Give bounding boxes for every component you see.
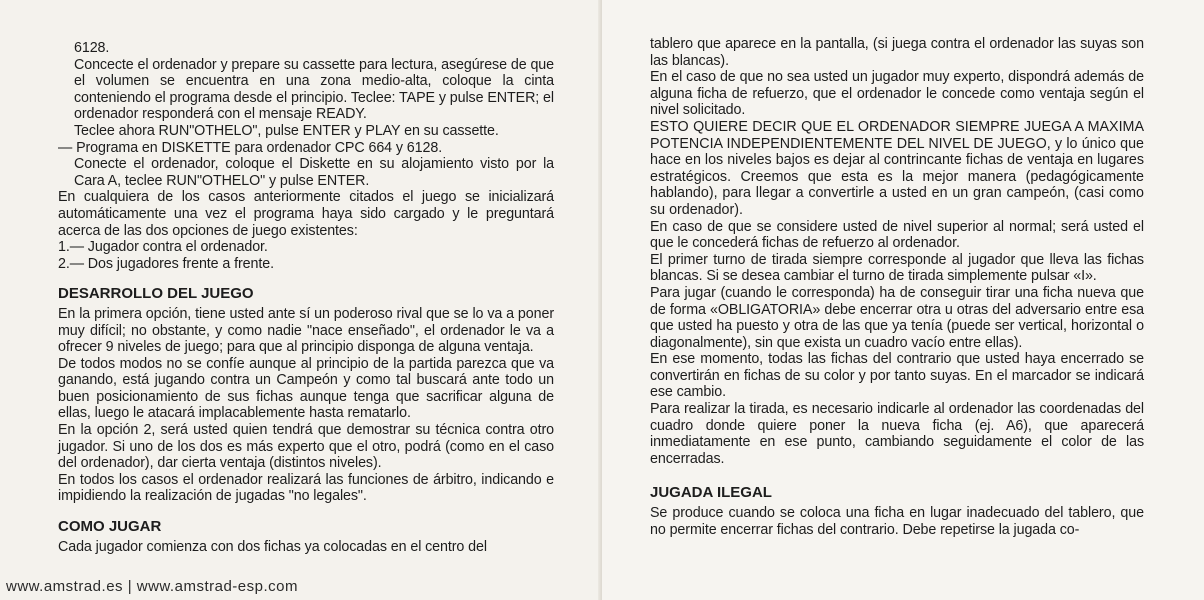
list-item: 2.— Dos jugadores frente a frente. [58, 255, 274, 272]
paragraph: En todos los casos el ordenador realizará las funciones de árbitro, indicando e impidiendo la realización de jugadas "no legales". [58, 471, 554, 505]
right-column [650, 36, 1144, 538]
section-heading-como-jugar: COMO JUGAR [58, 518, 162, 536]
paragraph: — Programa en DISKETTE para ordenador CPC 664 y 6128. [58, 139, 443, 156]
paragraph: Se produce cuando se coloca una ficha en lugar inadecuado del tablero, que no permite encerrar fichas del contrario. Debe repetirse la jugada co- [650, 505, 1144, 538]
paragraph: 6128. [74, 40, 110, 56]
paragraph: Concecte el ordenador y prepare su cassette para lectura, asegúrese de que el volumen se encuentra en una zona medio-alta, coloque la cinta conteniendo el programa desde el principio. Teclee: TAPE y pulse ENTER; el ordenador responderá con el mensaje READY. [74, 56, 554, 123]
section-heading-jugada-ilegal: JUGADA ILEGAL [650, 484, 772, 502]
paragraph: En caso de que se considere usted de nivel superior al normal; será usted el que le concederá fichas de refuerzo al ordenador. [650, 218, 1144, 252]
paragraph: Para jugar (cuando le corresponda) ha de conseguir tirar una ficha nueva que de forma «OBLIGATORIA» debe encerrar otra u otras del adversario entre esa que usted ha puesto y otra de las que ya tenía (puede ser vertical, horizontal o diagonalmente), sin que exista un cuadro vacío entre ellas). [650, 284, 1144, 351]
left-column [58, 40, 554, 555]
section-heading-desarrollo: DESARROLLO DEL JUEGO [58, 285, 254, 303]
paragraph: Conecte el ordenador, coloque el Diskette en su alojamiento visto por la Cara A, teclee RUN"OTHELO" y pulse ENTER. [74, 156, 554, 189]
paragraph: De todos modos no se confíe aunque al principio de la partida parezca que va ganando, está jugando contra un Campeón y como tal buscará ante todo un buen posicionamiento de sus fichas aunque tenga que sacrificar alguna de ellas, luego le atacará implacablemente hasta rematarlo. [58, 355, 554, 422]
paragraph: En ese momento, todas las fichas del contrario que usted haya encerrado se convertirán en fichas de su color y por tanto suyas. En el marcador se indicará ese cambio. [650, 351, 1144, 401]
paragraph: En la opción 2, será usted quien tendrá que demostrar su técnica contra otro jugador. Si uno de los dos es más experto que el otro, podrá (como en el caso del ordenador), dar cierta ventaja (distintos niveles). [58, 422, 554, 472]
paragraph: Para realizar la tirada, es necesario indicarle al ordenador las coordenadas del cuadro donde quiere poner la nueva ficha (ej. A6), que aparecerá inmediatamente en ese punto, cambiando seguidamente el color de las encerradas. [650, 401, 1144, 467]
list-item: 1.— Jugador contra el ordenador. [58, 239, 268, 256]
paragraph: ESTO QUIERE DECIR QUE EL ORDENADOR SIEMPRE JUEGA A MAXIMA POTENCIA INDEPENDIENTEMENTE DEL NIVEL DE JUEGO, y lo único que hace en los niveles bajos es dejar al contrincante fichas de ventaja en lugares estratégicos. Creemos que esta es la mejor manera (pedagógicamente hablando), para llegar a convertirle a usted en un gran campeón, (casi como su ordenador). [650, 118, 1144, 218]
paragraph: Teclee ahora RUN"OTHELO", pulse ENTER y PLAY en su cassette. [74, 122, 499, 139]
paragraph: En la primera opción, tiene usted ante sí un poderoso rival que se lo va a poner muy difícil; no obstante, y como nadie "nace enseñado", el ordenador le va a ofrecer 9 niveles de juego; para que al principio disponga de alguna ventaja. [58, 305, 554, 356]
watermark-footer: www.amstrad.es | www.amstrad-esp.com [6, 578, 298, 595]
paragraph: Cada jugador comienza con dos fichas ya colocadas en el centro del [58, 538, 487, 555]
right-page [602, 0, 1204, 600]
paragraph: El primer turno de tirada siempre corresponde al jugador que lleva las fichas blancas. Si se desea cambiar el turno de tirada simplemente pulsar «I». [650, 251, 1144, 285]
paragraph: En el caso de que no sea usted un jugador muy experto, dispondrá además de alguna ficha de refuerzo, que el ordenador le concede como ventaja según el nivel solicitado. [650, 69, 1144, 119]
paragraph: tablero que aparece en la pantalla, (si juega contra el ordenador las suyas son las blancas). [650, 36, 1144, 69]
paragraph: En cualquiera de los casos anteriormente citados el juego se inicializará automáticamente una vez el programa haya sido cargado y le preguntará acerca de las dos opciones de juego existentes: [58, 189, 554, 239]
